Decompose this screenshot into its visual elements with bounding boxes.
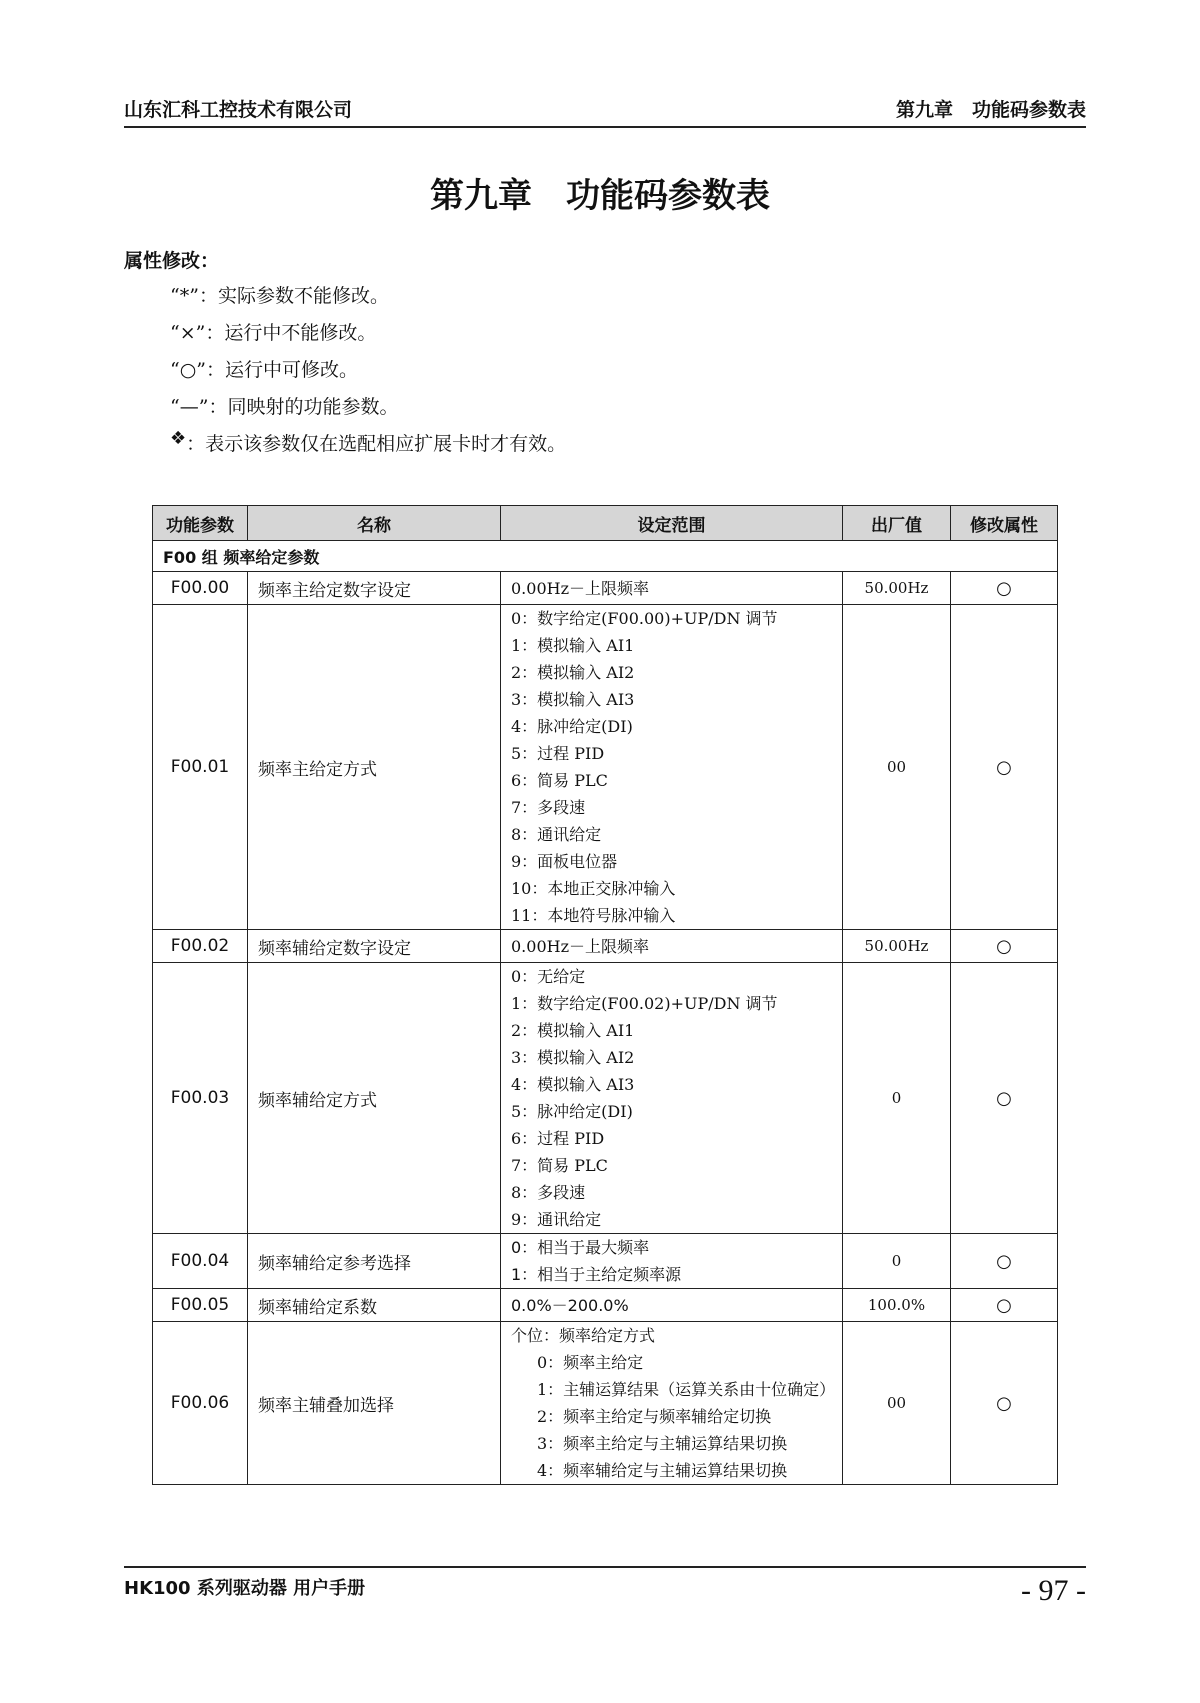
param-attribute: ○	[951, 1322, 1058, 1485]
range-option: 3：频率主给定与主辅运算结果切换	[537, 1434, 788, 1453]
attribute-text: ：运行中可修改。	[206, 359, 359, 381]
table-row	[153, 1234, 1058, 1289]
attribute-item-mapped	[170, 394, 566, 431]
param-range	[501, 1289, 843, 1322]
param-default: 00	[843, 1322, 951, 1485]
column-header-code: 功能参数	[153, 506, 248, 541]
param-range	[501, 1322, 843, 1485]
attribute-text: ：同映射的功能参数。	[208, 396, 399, 418]
range-option: 4：模拟输入 AI3	[511, 1075, 635, 1094]
attribute-text: ：运行中不能修改。	[205, 322, 377, 344]
range-option: 9：通讯给定	[511, 1210, 602, 1229]
range-option: 2：模拟输入 AI1	[511, 1021, 635, 1040]
range-option: 1：模拟输入 AI1	[511, 636, 635, 655]
param-name: 频率辅给定参考选择	[248, 1234, 501, 1289]
param-attribute: ○	[951, 572, 1058, 605]
table-row	[153, 605, 1058, 930]
range-option: 11：本地符号脉冲输入	[511, 906, 676, 925]
page-footer	[124, 1566, 1086, 1607]
page-title: 第九章 功能码参数表	[430, 176, 770, 216]
param-range	[501, 963, 843, 1234]
range-option: 6：简易 PLC	[511, 771, 608, 790]
range-option: 4：脉冲给定(DI)	[511, 717, 633, 736]
param-default: 50.00Hz	[843, 572, 951, 605]
range-option: 0.0%－200.0%	[511, 1295, 629, 1315]
range-option: 7：简易 PLC	[511, 1156, 608, 1175]
param-attribute: ○	[951, 930, 1058, 963]
range-option: 7：多段速	[511, 798, 586, 817]
range-option: 1：数字给定(F00.02)+UP/DN 调节	[511, 994, 778, 1013]
range-option: 8：多段速	[511, 1183, 586, 1202]
param-attribute: ○	[951, 605, 1058, 930]
param-code: F00.01	[153, 605, 248, 930]
attribute-item-editable	[170, 357, 566, 394]
range-option: 0：频率主给定	[537, 1353, 644, 1372]
param-code: F00.00	[153, 572, 248, 605]
param-attribute: ○	[951, 963, 1058, 1234]
table-row	[153, 1322, 1058, 1485]
param-range	[501, 930, 843, 963]
range-option: 9：面板电位器	[511, 852, 618, 871]
range-option: 0：相当于最大频率	[511, 1238, 650, 1257]
range-option: 1：主辅运算结果（运算关系由十位确定）	[537, 1380, 836, 1399]
parameter-table	[152, 505, 1058, 1485]
column-header-range: 设定范围	[501, 506, 843, 541]
attribute-item-readonly	[170, 283, 566, 320]
range-option: 0：数字给定(F00.00)+UP/DN 调节	[511, 609, 778, 628]
param-code: F00.05	[153, 1289, 248, 1322]
page-header	[124, 96, 1086, 128]
attribute-symbol: “○”	[170, 359, 207, 381]
chapter-label: 第九章 功能码参数表	[895, 99, 1086, 121]
diamond-icon: ❖	[170, 428, 187, 449]
range-option: 5：过程 PID	[511, 744, 605, 763]
range-option: 1：相当于主给定频率源	[511, 1265, 682, 1284]
attributes-list	[170, 283, 566, 468]
range-option: 2：模拟输入 AI2	[511, 663, 635, 682]
param-name: 频率辅给定系数	[248, 1289, 501, 1322]
param-code: F00.06	[153, 1322, 248, 1485]
table-row	[153, 930, 1058, 963]
table-row	[153, 963, 1058, 1234]
table-row	[153, 1289, 1058, 1322]
param-name: 频率主给定数字设定	[248, 572, 501, 605]
range-option: 2：频率主给定与频率辅给定切换	[537, 1407, 772, 1426]
param-name: 频率辅给定方式	[248, 963, 501, 1234]
param-range	[501, 605, 843, 930]
range-option: 3：模拟输入 AI3	[511, 690, 635, 709]
range-option: 0.00Hz－上限频率	[511, 936, 650, 956]
attribute-text: ：实际参数不能修改。	[198, 285, 389, 307]
param-code: F00.02	[153, 930, 248, 963]
param-default: 00	[843, 605, 951, 930]
group-row	[153, 541, 1058, 572]
attributes-heading: 属性修改：	[124, 250, 220, 272]
param-range	[501, 572, 843, 605]
range-option: 3：模拟输入 AI2	[511, 1048, 635, 1067]
column-header-attribute: 修改属性	[951, 506, 1058, 541]
param-code: F00.03	[153, 963, 248, 1234]
attribute-symbol: “—”	[170, 396, 209, 418]
param-name: 频率主给定方式	[248, 605, 501, 930]
table-row	[153, 572, 1058, 605]
attribute-symbol: “*”	[170, 285, 199, 307]
company-name: 山东汇科工控技术有限公司	[124, 99, 353, 121]
param-name: 频率主辅叠加选择	[248, 1322, 501, 1485]
param-range	[501, 1234, 843, 1289]
attribute-item-extension-card	[170, 428, 567, 468]
param-attribute: ○	[951, 1289, 1058, 1322]
range-option: 10：本地正交脉冲输入	[511, 879, 676, 898]
range-option: 6：过程 PID	[511, 1129, 605, 1148]
param-attribute: ○	[951, 1234, 1058, 1289]
range-option: 8：通讯给定	[511, 825, 602, 844]
param-name: 频率辅给定数字设定	[248, 930, 501, 963]
column-header-name: 名称	[248, 506, 501, 541]
param-code: F00.04	[153, 1234, 248, 1289]
manual-title: HK100 系列驱动器 用户手册	[124, 1578, 366, 1599]
attribute-text: ：表示该参数仅在选配相应扩展卡时才有效。	[186, 433, 567, 455]
page-number: - 97 -	[1021, 1574, 1086, 1607]
param-default: 0	[843, 1234, 951, 1289]
range-option: 0.00Hz－上限频率	[511, 578, 650, 598]
attribute-item-locked-running	[170, 320, 566, 357]
attribute-symbol: “×”	[170, 322, 206, 344]
table-header-row	[153, 506, 1058, 541]
range-option: 4：频率辅给定与主辅运算结果切换	[537, 1461, 788, 1480]
column-header-default: 出厂值	[843, 506, 951, 541]
range-option: 个位：频率给定方式	[511, 1326, 656, 1345]
param-default: 100.0%	[843, 1289, 951, 1322]
group-title: F00 组 频率给定参数	[153, 541, 1058, 572]
param-default: 50.00Hz	[843, 930, 951, 963]
range-option: 5：脉冲给定(DI)	[511, 1102, 633, 1121]
range-option: 0：无给定	[511, 967, 586, 986]
param-default: 0	[843, 963, 951, 1234]
